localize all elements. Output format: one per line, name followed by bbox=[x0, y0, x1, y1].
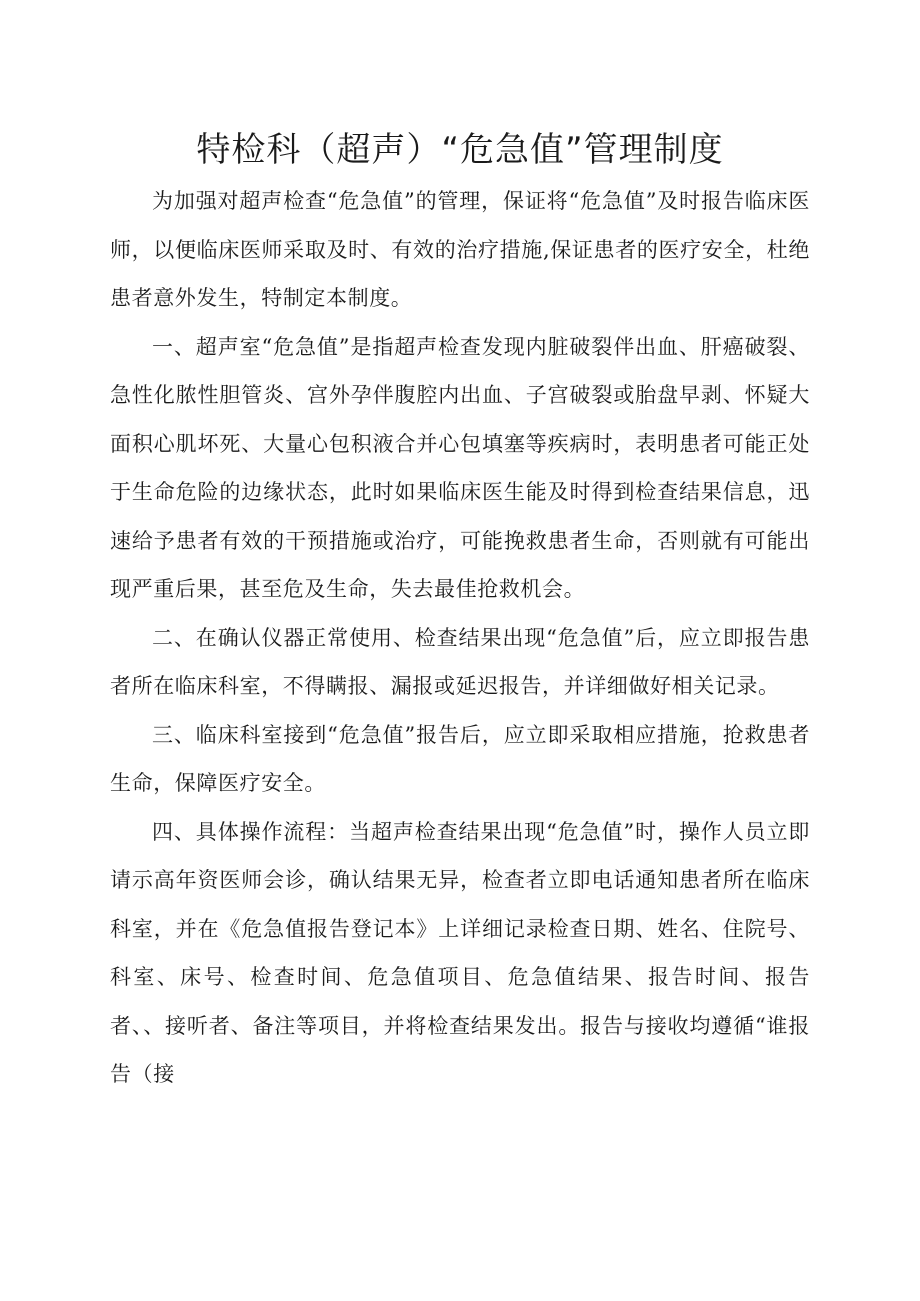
document-body bbox=[110, 177, 810, 1099]
section-3-paragraph: 三、临床科室接到“危急值”报告后，应立即采取相应措施，抢救患者生命，保障医疗安全。 bbox=[110, 722, 810, 795]
section-1-paragraph: 一、超声室“危急值”是指超声检查发现内脏破裂伴出血、肝癌破裂、急性化脓性胆管炎、宫外孕伴腹腔内出血、子宫破裂或胎盘早剥、怀疑大面积心肌坏死、大量心包积液合并心包填塞等疾病时，表明患者可能正处于生命危险的边缘状态，此时如果临床医生能及时得到检查结果信息，迅速给予患者有效的干预措施或治疗，可能挽救患者生命，否则就有可能出现严重后果，甚至危及生命，失去最佳抢救机会。 bbox=[110, 334, 810, 601]
intro-paragraph: 为加强对超声检查“危急值”的管理，保证将“危急值”及时报告临床医师，以便临床医师采取及时、有效的治疗措施,保证患者的医疗安全，杜绝患者意外发生，特制定本制度。 bbox=[110, 189, 810, 310]
section-4-paragraph: 四、具体操作流程：当超声检查结果出现“危急值”时，操作人员立即请示高年资医师会诊，确认结果无异，检查者立即电话通知患者所在临床科室，并在《危急值报告登记本》上详细记录检查日期、姓名、住院号、科室、床号、检查时间、危急值项目、危急值结果、报告时间、报告者、、接听者、备注等项目，并将检查结果发出。报告与接收均遵循“谁报告（接 bbox=[110, 819, 810, 1086]
section-2-paragraph: 二、在确认仪器正常使用、检查结果出现“危急值”后，应立即报告患者所在临床科室，不得瞒报、漏报或延迟报告，并详细做好相关记录。 bbox=[110, 625, 810, 698]
document-title: 特检科（超声）“危急值”管理制度 bbox=[196, 130, 724, 170]
